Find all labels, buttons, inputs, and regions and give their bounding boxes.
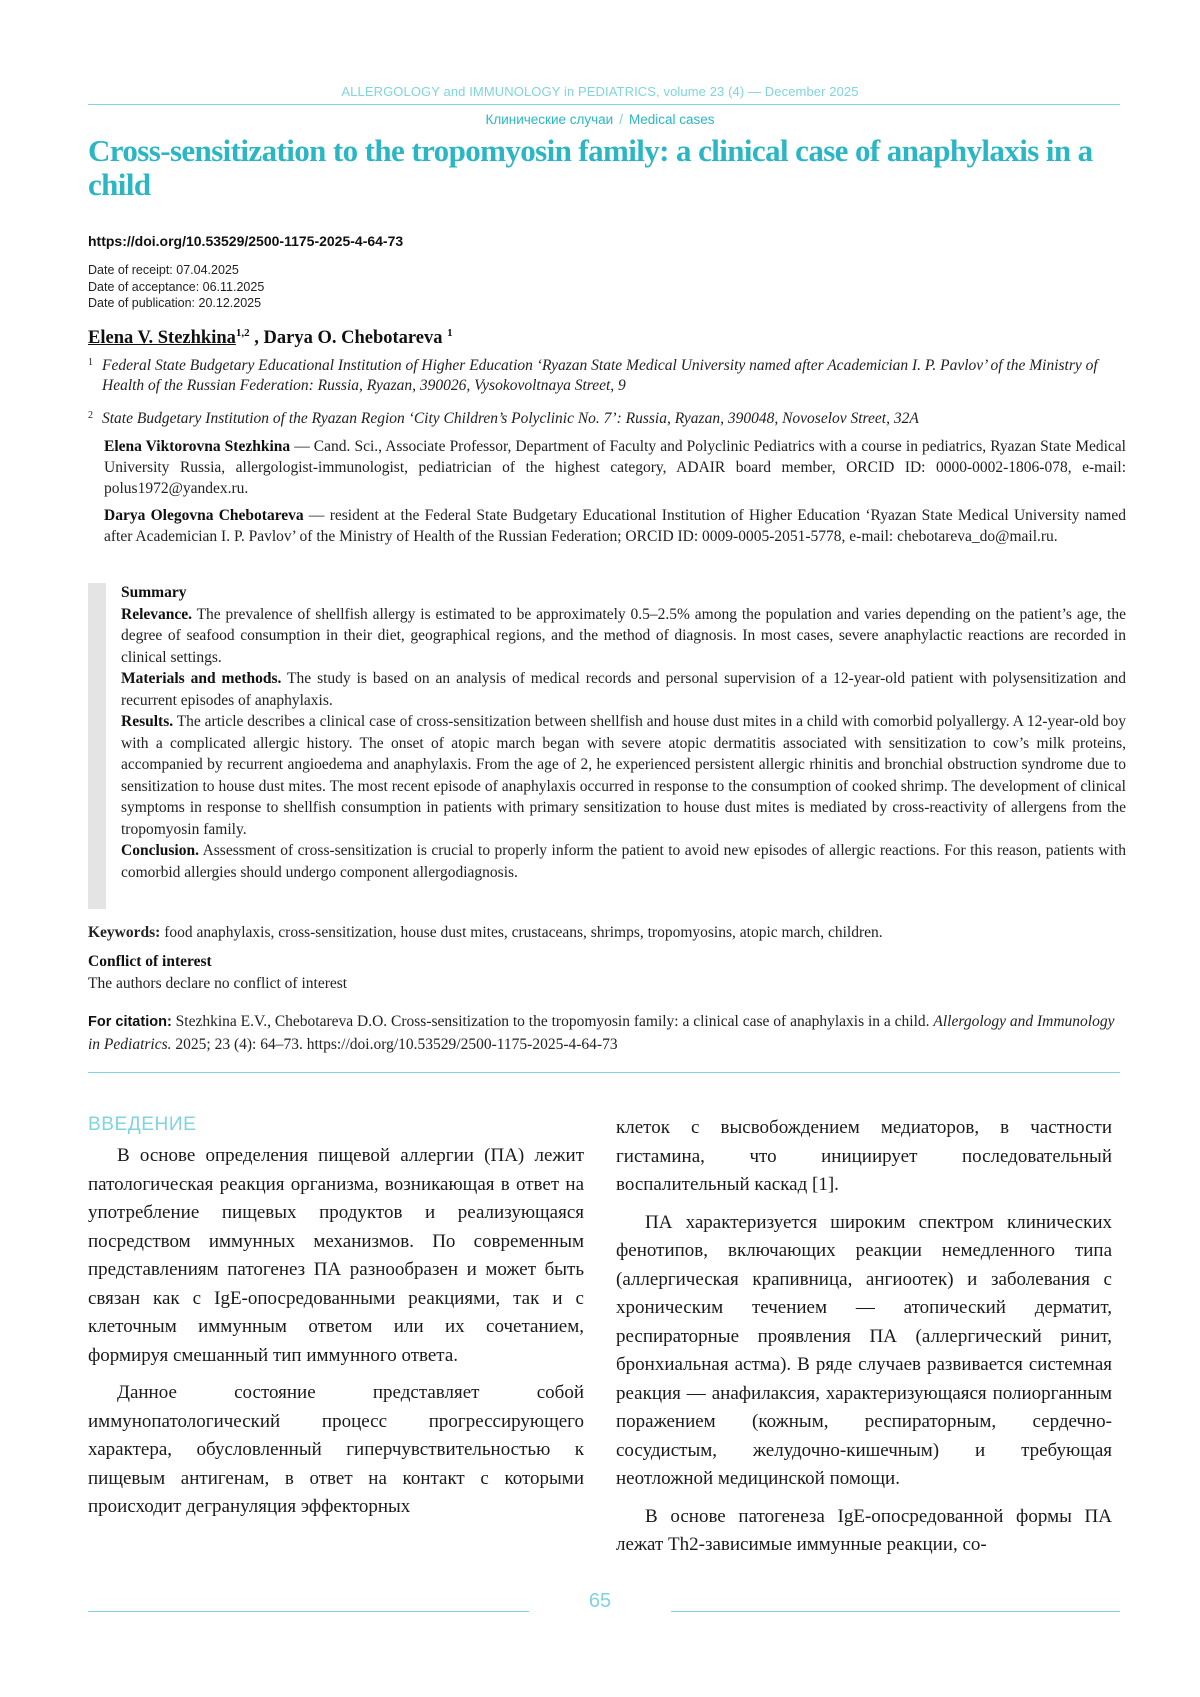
relevance-label: Relevance. bbox=[121, 605, 193, 623]
body-paragraph: Данное состояние представляет собой иммунопатологический процесс прогрессирующего характера, обусловленный гиперчувствительностью к пищевым антигенам, в ответ на контакт с которыми происходит дегрануляция эффекторных bbox=[88, 1382, 584, 1517]
body-paragraph: В основе определения пищевой аллергии (ПА) лежит патологическая реакция организма, возникающая в ответ на употребление пищевых продуктов и реализующаяся посредством иммунных механизмов. По современным представлениям патогенез ПА разнообразен и может быть связан как с IgE-опосредованными реакциями, так и с клеточным иммунным ответом или их сочетанием, формируя смешанный тип иммунного ответа. bbox=[88, 1145, 584, 1366]
keywords-text: food anaphylaxis, cross-sensitization, house dust mites, crustaceans, shrimps, tropomyosins, atopic march, children. bbox=[160, 924, 883, 941]
section-separator: / bbox=[619, 112, 623, 127]
page-number: 65 bbox=[588, 1590, 612, 1612]
conflict-heading: Conflict of interest bbox=[88, 953, 212, 970]
author-2-affiliations: 1 bbox=[447, 327, 453, 339]
affiliation-1-text: Federal State Budgetary Educational Institution of Higher Education ‘Ryazan State Medical University named after Academician I. P. Pavlov’ of the Ministry of Health of the Russian Federation: Russia, Ryazan, 390026, Vysokovoltnaya Street, 9 bbox=[102, 357, 1098, 394]
body-paragraph: клеток с высвобождением медиаторов, в частности гистамина, что инициирует последовательный воспалительный каскад [1]. bbox=[616, 1117, 1112, 1195]
author-separator: , bbox=[254, 328, 259, 349]
date-publication: Date of publication: 20.12.2025 bbox=[88, 296, 262, 310]
running-head: ALLERGOLOGY and IMMUNOLOGY in PEDIATRICS, volume 23 (4) — December 2025 bbox=[341, 84, 859, 99]
results-text: The article describes a clinical case of cross-sensitization between shellfish and house dust mites in a child with comorbid polyallergy. A 12-year-old boy with a complicated allergic history. The onset of atopic march began with severe atopic dermatitis associated with sensitization to cow’s milk proteins, accompanied by recurrent angioedema and anaphylaxis. From the age of 2, he experienced persistent allergic rhinitis and bronchial obstruction syndrome due to sensitization to house dust mites. The most recent episode of anaphylaxis occurred in response to the consumption of cooked shrimp. The development of clinical symptoms in response to shellfish consumption in patients with primary sensitization to house dust mites is mediated by cross-reactivity of allergens from the tropomyosin family. bbox=[121, 713, 1126, 838]
date-receipt: Date of receipt: 07.04.2025 bbox=[88, 263, 239, 277]
body-paragraph: ПА характеризуется широким спектром клинических фенотипов, включающих реакции немедленного типа (аллергическая крапивница, ангиоотек) и заболевания с хроническим течением — атопический дерматит, респираторные проявления ПА (аллергический ринит, бронхиальная астма). В ряде случаев развивается системная реакция — анафилаксия, характеризующаяся полиорганным поражением (кожным, респираторным, сердечно-сосудистым, желудочно-кишечным) и требующая неотложной медицинской помощи. bbox=[616, 1211, 1112, 1489]
methods-label: Materials and methods. bbox=[121, 670, 282, 687]
author-1: Elena V. Stezhkina bbox=[88, 328, 236, 349]
affiliation-2-text: State Budgetary Institution of the Ryazan Region ‘City Children’s Polyclinic No. 7’: Russia, Ryazan, 390048, Novoselov Street, 32A bbox=[102, 410, 919, 427]
doi-link[interactable]: https://doi.org/10.53529/2500-1175-2025-4-64-73 bbox=[88, 233, 404, 249]
keywords-label: Keywords: bbox=[88, 924, 161, 941]
date-acceptance: Date of acceptance: 06.11.2025 bbox=[88, 279, 265, 294]
summary-relevance bbox=[121, 604, 1126, 669]
bio-1-text: — Cand. Sci., Associate Professor, Department of Faculty and Polyclinic Pediatrics with a course in pediatrics, Ryazan State Medical University Russia, allergologist-immunologist, pediatrician of the highest category, ADAIR board member, ORCID ID: 0000-0002-1806-078, e-mail: polus1972@yandex.ru. bbox=[104, 438, 1126, 497]
relevance-text: The prevalence of shellfish allergy is estimated to be approximately 0.5–2.5% among the population and varies depending on the patient’s age, the degree of seafood consumption in their diet, geographical regions, and the method of diagnosis. In most cases, severe anaphylactic reactions are recorded in clinical settings. bbox=[121, 605, 1126, 666]
body-divider bbox=[88, 1072, 1120, 1073]
footer-rule-right bbox=[671, 1611, 1120, 1612]
author-bio-2 bbox=[104, 505, 1126, 547]
body-paragraph: В основе патогенеза IgE-опосредованной формы ПА лежат Th2-зависимые иммунные реакции, со- bbox=[616, 1505, 1112, 1555]
citation-journal: Allergology and Immunology in Pediatrics. bbox=[88, 1013, 1115, 1053]
article-title: Cross-sensitization to the tropomyosin family: a clinical case of anaphylaxis in a child bbox=[88, 133, 1093, 202]
bio-2-name: Darya Olegovna Chebotareva bbox=[104, 507, 304, 524]
conflict-text: The authors declare no conflict of interest bbox=[88, 975, 348, 992]
summary-block bbox=[121, 582, 1126, 883]
body-column-right bbox=[616, 1114, 1112, 1560]
conclusion-text: Assessment of cross-sensitization is crucial to properly inform the patient to avoid new episodes of allergic reactions. For this reason, patients with comorbid allergies should undergo component allergodiagnosis. bbox=[121, 842, 1126, 881]
body-column-left bbox=[88, 1142, 584, 1522]
conclusion-label: Conclusion. bbox=[121, 842, 199, 859]
affiliation-2-number: 2 bbox=[88, 410, 93, 421]
affiliation-1 bbox=[88, 356, 1128, 395]
methods-text: The study is based on an analysis of medical records and personal supervision of a 12-year-old patient with polysensitization and recurrent episodes of anaphylaxis. bbox=[121, 670, 1126, 709]
citation-text: Stezhkina E.V., Chebotareva D.O. Cross-sensitization to the tropomyosin family: a clinical case of anaphylaxis in a child. bbox=[171, 1013, 930, 1030]
section-en: Medical cases bbox=[628, 112, 715, 127]
summary-results bbox=[121, 711, 1126, 840]
summary-heading: Summary bbox=[121, 584, 187, 601]
citation-label: For citation: bbox=[88, 1014, 172, 1030]
author-list bbox=[88, 327, 453, 349]
citation-details: 2025; 23 (4): 64–73. https://doi.org/10.53529/2500-1175-2025-4-64-73 bbox=[171, 1035, 618, 1053]
author-2: Darya O. Chebotareva bbox=[263, 328, 443, 349]
summary-accent-bar bbox=[88, 583, 106, 909]
keywords bbox=[88, 922, 1128, 943]
footer-rule-left bbox=[88, 1611, 529, 1612]
intro-heading: ВВЕДЕНИЕ bbox=[88, 1114, 197, 1135]
bio-1-name: Elena Viktorovna Stezhkina bbox=[104, 438, 291, 455]
results-label: Results. bbox=[121, 713, 174, 730]
section-ru: Клинические случаи bbox=[485, 112, 614, 127]
citation bbox=[88, 1011, 1128, 1055]
affiliation-1-number: 1 bbox=[88, 357, 93, 368]
summary-methods bbox=[121, 668, 1126, 711]
author-1-affiliations: 1,2 bbox=[235, 327, 250, 339]
header-divider bbox=[88, 104, 1120, 105]
section-heading bbox=[0, 112, 1200, 127]
author-bio-1 bbox=[104, 436, 1126, 499]
summary-conclusion bbox=[121, 840, 1126, 883]
affiliation-2 bbox=[88, 409, 1128, 429]
article-dates bbox=[88, 262, 264, 312]
bio-2-text: — resident at the Federal State Budgetary Educational Institution of Higher Education ‘Ryazan State Medical University named after Academician I. P. Pavlov’ of the Ministry of Health of the Russian Federation; ORCID ID: 0009-0005-2051-5778, e-mail: chebotareva_do@mail.ru. bbox=[104, 507, 1126, 545]
